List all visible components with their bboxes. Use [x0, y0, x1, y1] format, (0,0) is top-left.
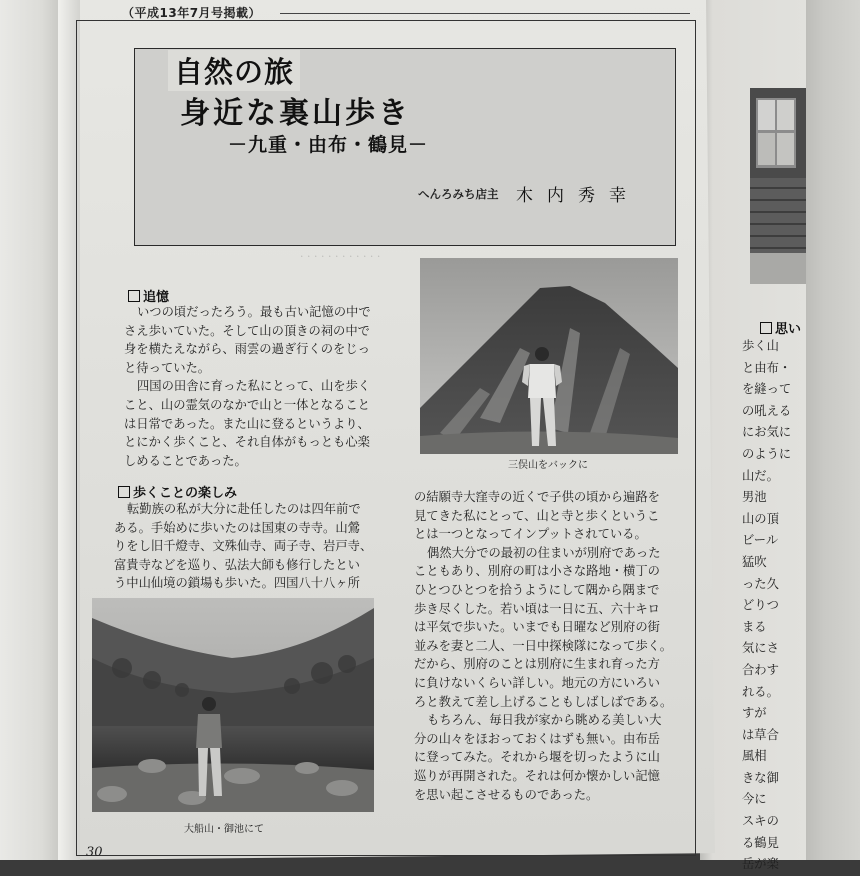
text-line: 並みを妻と二人、一日中探検隊になって歩く。 [414, 638, 672, 653]
adjacent-line: 猛吹 [742, 554, 767, 569]
heading-box-icon [118, 486, 130, 498]
adjacent-line: ビール [742, 533, 779, 548]
text-line: 身を横たえながら、雨雲の過ぎ行くのをじっ [124, 342, 370, 357]
adjacent-line: まる [742, 619, 767, 634]
article-title: 身近な裏山歩き [180, 96, 411, 131]
mountain-photo-graphic [420, 258, 678, 454]
right-backdrop [800, 0, 860, 860]
text-line: こと、山の霊気のなかで山と一体となること [124, 397, 370, 412]
adjacent-page-text [742, 336, 791, 876]
text-line: ある。手始めに歩いたのは国東の寺寺。山鶯 [114, 520, 360, 535]
text-line: 四国の田舎に育った私にとって、山を歩く [137, 379, 371, 394]
text-line: ろと教えて差し上げることもしばしばである。 [414, 694, 673, 709]
text-line: 富貴寺などを巡り、弘法大師も修行したとい [114, 557, 360, 572]
section-heading-memories: 追憶 [128, 286, 169, 305]
text-line: 転勤族の私が大分に赴任したのは四年前で [127, 502, 361, 516]
adjacent-line: きな御 [742, 770, 779, 785]
text-line: こともあり、別府の町は小さな路地・横丁の [414, 564, 660, 579]
article-subtitle: －九重・由布・鶴見－ [228, 134, 429, 156]
adjacent-line: 合わす [742, 662, 779, 677]
adjacent-line: 風相 [742, 749, 767, 764]
adjacent-line: スキの [742, 814, 779, 829]
heading-box-icon [760, 322, 772, 334]
text-line: りをし旧千燈寺、文殊仙寺、両子寺、岩戸寺、 [114, 539, 373, 554]
adjacent-line: 岳が楽 [742, 857, 779, 872]
text-line: は平気で歩いた。いまでも日曜など別府の街 [414, 620, 660, 635]
page-number: 30 [86, 845, 103, 860]
text-line: とにかく歩くこと、それ自体がもっとも心楽 [124, 435, 370, 450]
adjacent-line: を縫って [742, 382, 792, 397]
text-line: ひとつひとつを拾うようにして隅から隅まで [414, 582, 660, 597]
adjacent-line: どりつ [742, 598, 779, 613]
adjacent-line: のように [742, 446, 792, 461]
pond-photo-caption: 大船山・御池にて [184, 824, 264, 835]
issue-tag: （平成13年7月号掲載） [122, 6, 262, 20]
building-photo-graphic [750, 88, 806, 284]
text-line: 分の山々をほおっておくはずも無い。由布岳 [414, 731, 660, 746]
adjacent-line: 今に [742, 792, 767, 807]
text-line: う中山仙境の鎖場も歩いた。四国八十八ヶ所 [114, 576, 360, 591]
adjacent-page-photo [750, 88, 806, 284]
mountain-photo [420, 258, 678, 454]
text-line: 巡りが再開された。それは何か懐かしい記憶 [414, 768, 660, 783]
right-column-text [414, 488, 672, 804]
adjacent-line: は草合 [742, 727, 779, 742]
pond-photo [92, 598, 374, 812]
text-line: に負けないくらい詳しい。地元の方にいろい [414, 675, 660, 690]
adjacent-heading: 思い [760, 318, 801, 337]
author-role: へんろみち店主 [418, 187, 499, 201]
header-rule [280, 13, 690, 14]
adjacent-line: る鶴見 [742, 835, 779, 850]
bleed-through-text: · · · · · · · · · · · · [300, 250, 381, 263]
adjacent-line: にお気に [742, 425, 792, 440]
left-page-stack [0, 0, 60, 860]
text-line: を思い起こさせるものであった。 [414, 787, 599, 802]
text-line: いつの頃だったろう。最も古い記憶の中で [137, 305, 371, 319]
section-text-joy-of-walking [114, 500, 372, 593]
text-line: の結願寺大窪寺の近くで子供の頃から遍路を [414, 490, 660, 504]
series-title: 自然の旅 [168, 50, 300, 91]
text-line: さえ歩いていた。そして山の頂きの祠の中で [124, 323, 370, 338]
adjacent-line: 男池 [742, 490, 767, 505]
adjacent-line: 気にさ [742, 641, 779, 656]
text-line: と待っていた。 [124, 360, 211, 375]
text-line: 見てきた私にとって、山と寺と歩くというこ [414, 508, 660, 523]
section-heading-joy-of-walking: 歩くことの楽しみ [118, 482, 237, 501]
adjacent-line: の吼える [742, 403, 792, 418]
adjacent-line: すが [742, 706, 767, 721]
adjacent-line: 山の頂 [742, 511, 779, 526]
author-name: 木内秀幸 [516, 186, 640, 206]
text-line: しめることであった。 [124, 453, 247, 468]
mountain-photo-caption: 三俣山をバックに [508, 460, 588, 471]
adjacent-line: った久 [742, 576, 779, 591]
text-line: に登ってみた。それから堰を切ったように山 [414, 750, 660, 765]
adjacent-line: れる。 [742, 684, 779, 699]
adjacent-line: 歩く山 [742, 339, 779, 353]
text-line: 歩き尽くした。若い頃は一日に五、六十キロ [414, 601, 660, 616]
text-line: だから、別府のことは別府に生まれ育った方 [414, 657, 660, 672]
section-text-memories [124, 303, 371, 470]
adjacent-line: と由布・ [742, 360, 792, 375]
adjacent-line: 山だ。 [742, 468, 779, 483]
text-line: は日常であった。また山に登るというより、 [124, 416, 370, 431]
text-line: 偶然大分での最初の住まいが別府であった [427, 545, 661, 560]
text-line: とは一つとなってインプットされている。 [414, 527, 647, 542]
pond-photo-graphic [92, 598, 374, 812]
heading-box-icon [128, 290, 140, 302]
text-line: もちろん、毎日我が家から眺める美しい大 [427, 713, 662, 728]
